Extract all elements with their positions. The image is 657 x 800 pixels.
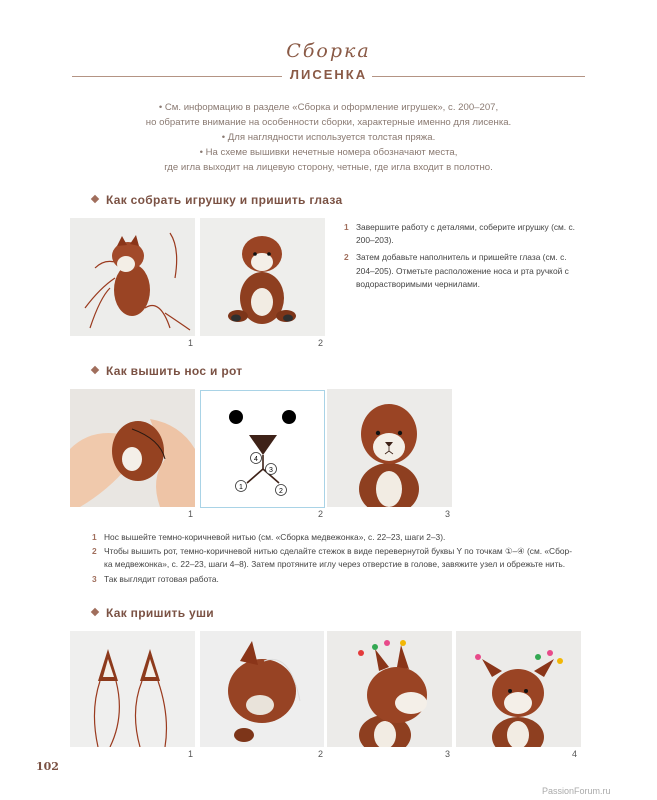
- photo-assembled-toy-threads: [70, 218, 195, 336]
- intro-line: • Для наглядности используется толстая пряжа.: [221, 132, 436, 143]
- section-heading-text: Как пришить уши: [106, 606, 214, 620]
- photo-hands-embroidering: [70, 389, 195, 507]
- intro-line: • На схеме вышивки нечетные номера обозначают места,: [199, 147, 458, 158]
- steps-embroider: [92, 531, 578, 586]
- photo-number: 1: [188, 509, 194, 519]
- photo-number: 1: [188, 749, 194, 759]
- page-number: 102: [36, 760, 59, 773]
- diamond-bullet-icon: [91, 195, 99, 203]
- section-heading-ears: [92, 606, 214, 620]
- photo-number: 3: [445, 509, 451, 519]
- intro-line: где игла выходит на лицевую сторону, четные, где игла входит в полотно.: [164, 162, 493, 173]
- diagram-point-label: 3: [269, 467, 273, 474]
- section-heading-text: Как собрать игрушку и пришить глаза: [106, 193, 343, 207]
- diagram-point-label: 1: [239, 484, 243, 491]
- section-heading-assemble: [92, 193, 342, 207]
- photo-number: 4: [572, 749, 578, 759]
- watermark: PassionForum.ru: [542, 786, 611, 796]
- photo-stuffed-toy-eyes: [200, 218, 325, 336]
- diagram-point-label: 2: [279, 488, 283, 495]
- intro-line: но обратите внимание на особенности сборки, характерные именно для лисенка.: [145, 117, 512, 128]
- section-title-script: Сборка: [286, 40, 371, 62]
- intro-line: • См. информацию в разделе «Сборка и оформление игрушек», с. 200–207,: [158, 102, 499, 113]
- step-item: 2 Чтобы вышить рот, темно-коричневой нитью сделайте стежок в виде перевернутой буквы Y по точкам ①–④ (см. «Сбор-ка медвежонка», с. 22–23, шаги 4–8). Затем протяните иглу через отверстие в голове, завяжите узел и обрежьте нить.: [92, 546, 572, 570]
- diagram-nose-mouth: [200, 390, 325, 508]
- photo-number: 2: [318, 338, 324, 348]
- photo-number: 1: [188, 338, 194, 348]
- step-item: 1 Нос вышейте темно-коричневой нитью (см. «Сборка медвежонка», с. 22–23, шаги 2–3).: [92, 532, 446, 542]
- section-title-caps: ЛИСЕНКА: [289, 67, 368, 82]
- photo-finished-face: [327, 389, 452, 507]
- diamond-bullet-icon: [91, 608, 99, 616]
- photo-number: 3: [445, 749, 451, 759]
- steps-assemble: [344, 221, 582, 291]
- photo-number: 2: [318, 509, 324, 519]
- photo-ears-parts: [70, 631, 195, 747]
- section-heading-text: Как вышить нос и рот: [106, 364, 243, 378]
- step-item: 1 Завершите работу с деталями, соберите игрушку (см. с. 200–203).: [344, 222, 575, 246]
- diamond-bullet-icon: [91, 366, 99, 374]
- diagram-point-label: 4: [254, 456, 258, 463]
- photo-ears-pinned-front: [456, 631, 581, 747]
- section-heading-embroider: [92, 364, 242, 378]
- intro-notes: [0, 100, 657, 175]
- photo-ears-pinned-side: [327, 631, 452, 747]
- step-item: 3 Так выглядит готовая работа.: [92, 573, 219, 584]
- step-item: 2 Затем добавьте наполнитель и пришейте глаза (см. с. 204–205). Отметьте расположение носа и рта ручкой с водорастворимыми чернилами.: [344, 252, 569, 289]
- photo-number: 2: [318, 749, 324, 759]
- photo-sewing-ear: [200, 631, 324, 747]
